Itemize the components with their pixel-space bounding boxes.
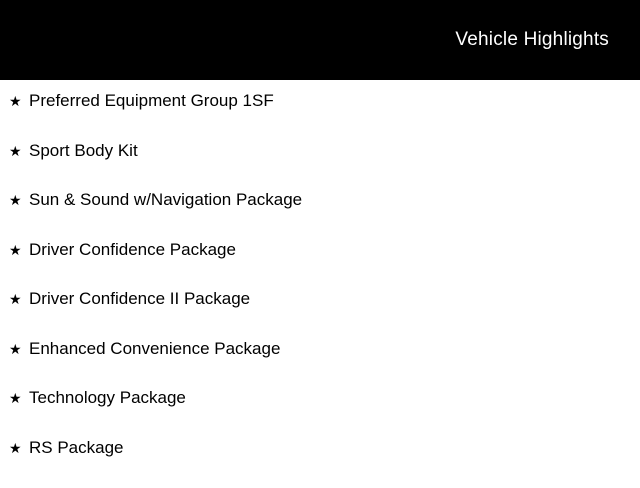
list-item-label: Sport Body Kit <box>29 142 138 159</box>
star-bullet-icon: ★ <box>9 193 29 207</box>
star-bullet-icon: ★ <box>9 391 29 405</box>
list-item <box>0 340 640 390</box>
vehicle-highlights-list <box>0 80 640 488</box>
star-bullet-icon: ★ <box>9 243 29 257</box>
list-item <box>0 191 640 241</box>
list-item-label: Technology Package <box>29 389 186 406</box>
list-item-label: RS Package <box>29 439 124 456</box>
list-item-label: Enhanced Convenience Package <box>29 340 280 357</box>
list-item <box>0 142 640 192</box>
star-bullet-icon: ★ <box>9 342 29 356</box>
star-bullet-icon: ★ <box>9 441 29 455</box>
list-item-label: Driver Confidence II Package <box>29 290 250 307</box>
list-item <box>0 92 640 142</box>
list-item-label: Sun & Sound w/Navigation Package <box>29 191 302 208</box>
page-header <box>0 0 640 80</box>
list-item <box>0 290 640 340</box>
list-item <box>0 439 640 488</box>
page-title: Vehicle Highlights <box>455 29 609 51</box>
list-item-label: Preferred Equipment Group 1SF <box>29 92 274 109</box>
star-bullet-icon: ★ <box>9 144 29 158</box>
star-bullet-icon: ★ <box>9 292 29 306</box>
list-item <box>0 241 640 291</box>
list-item <box>0 389 640 439</box>
list-item-label: Driver Confidence Package <box>29 241 236 258</box>
star-bullet-icon: ★ <box>9 94 29 108</box>
